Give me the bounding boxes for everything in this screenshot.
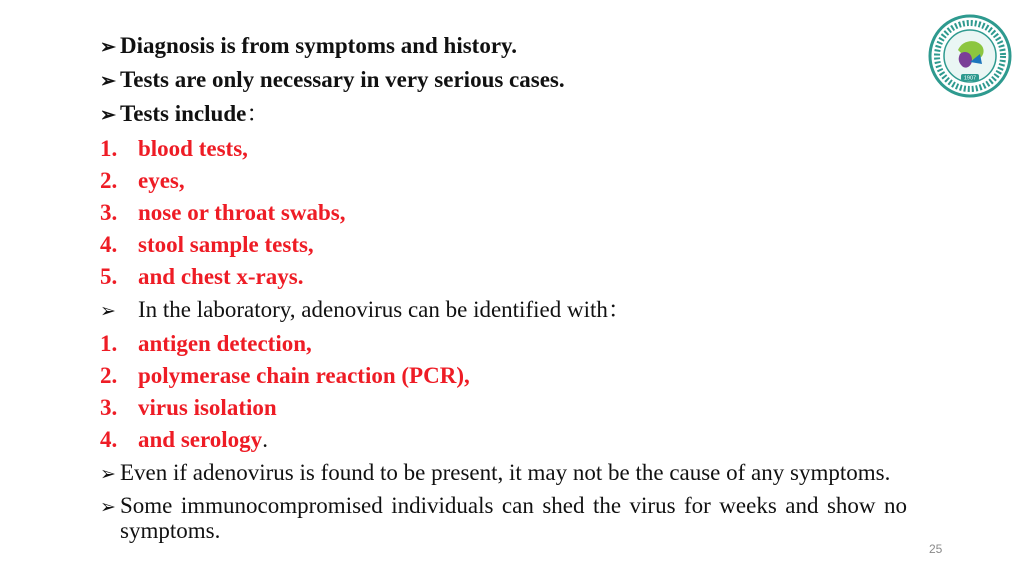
tests-list-item-5 bbox=[100, 261, 907, 293]
bullet-text: Even if adenovirus is found to be present, it may not be the cause of any symptoms. bbox=[120, 459, 891, 485]
page-number: 25 bbox=[929, 542, 943, 556]
arrow-bullet-icon: ➢ bbox=[100, 300, 116, 322]
bullet-some-immuno bbox=[100, 494, 907, 542]
bullet-colon: ： bbox=[246, 101, 270, 127]
lab-list-item-4 bbox=[100, 424, 907, 456]
bullet-text: Tests include bbox=[120, 101, 247, 127]
arrow-bullet-icon: ➢ bbox=[100, 37, 116, 58]
university-seal-icon bbox=[928, 14, 1012, 98]
bullet-tests-include bbox=[100, 98, 907, 132]
arrow-bullet-icon: ➢ bbox=[100, 105, 116, 127]
bullet-diagnosis bbox=[100, 30, 907, 64]
arrow-bullet-icon: ➢ bbox=[100, 496, 116, 518]
list-number: 3. bbox=[100, 395, 118, 421]
seal-year: 1907 bbox=[963, 75, 977, 82]
lab-list-item-3 bbox=[100, 392, 907, 424]
list-text: stool sample tests, bbox=[138, 232, 314, 258]
list-text: and chest x-rays. bbox=[138, 264, 304, 290]
list-number: 4. bbox=[100, 232, 118, 258]
bullet-colon: ： bbox=[607, 296, 631, 322]
list-number: 4. bbox=[100, 427, 118, 453]
tests-list-item-4 bbox=[100, 229, 907, 261]
list-text: and serology bbox=[138, 427, 263, 453]
lab-list-item-1 bbox=[100, 328, 907, 360]
list-text: polymerase chain reaction (PCR), bbox=[138, 363, 470, 389]
tests-list-item-2 bbox=[100, 165, 907, 197]
list-text: virus isolation bbox=[138, 395, 277, 421]
slide-content bbox=[100, 30, 907, 542]
list-text: blood tests, bbox=[138, 135, 248, 161]
list-number: 2. bbox=[100, 363, 118, 389]
bullet-lab-intro bbox=[100, 294, 907, 328]
arrow-bullet-icon: ➢ bbox=[100, 71, 116, 93]
list-text: antigen detection, bbox=[138, 330, 312, 356]
lab-list-item-2 bbox=[100, 360, 907, 392]
list-text: nose or throat swabs, bbox=[138, 200, 346, 226]
bullet-text: In the laboratory, adenovirus can be identified with bbox=[138, 296, 608, 322]
bullet-tests-necessary bbox=[100, 64, 907, 98]
list-number: 5. bbox=[100, 264, 118, 290]
list-number: 3. bbox=[100, 200, 118, 226]
bullet-text: Diagnosis is from symptoms and history. bbox=[120, 33, 518, 58]
tests-list-item-3 bbox=[100, 197, 907, 229]
list-number: 1. bbox=[100, 330, 118, 356]
list-number: 1. bbox=[100, 135, 118, 161]
tests-list-item-1 bbox=[100, 133, 907, 165]
bullet-text: Tests are only necessary in very serious cases. bbox=[120, 67, 565, 93]
bullet-text: Some immunocompromised individuals can shed the virus for weeks and show no symptoms. bbox=[120, 492, 907, 543]
arrow-bullet-icon: ➢ bbox=[100, 463, 116, 485]
list-number: 2. bbox=[100, 167, 118, 193]
list-text: eyes, bbox=[138, 167, 185, 193]
bullet-even-if bbox=[100, 461, 907, 486]
list-suffix: . bbox=[262, 427, 268, 453]
seal-graphic bbox=[928, 14, 1012, 98]
